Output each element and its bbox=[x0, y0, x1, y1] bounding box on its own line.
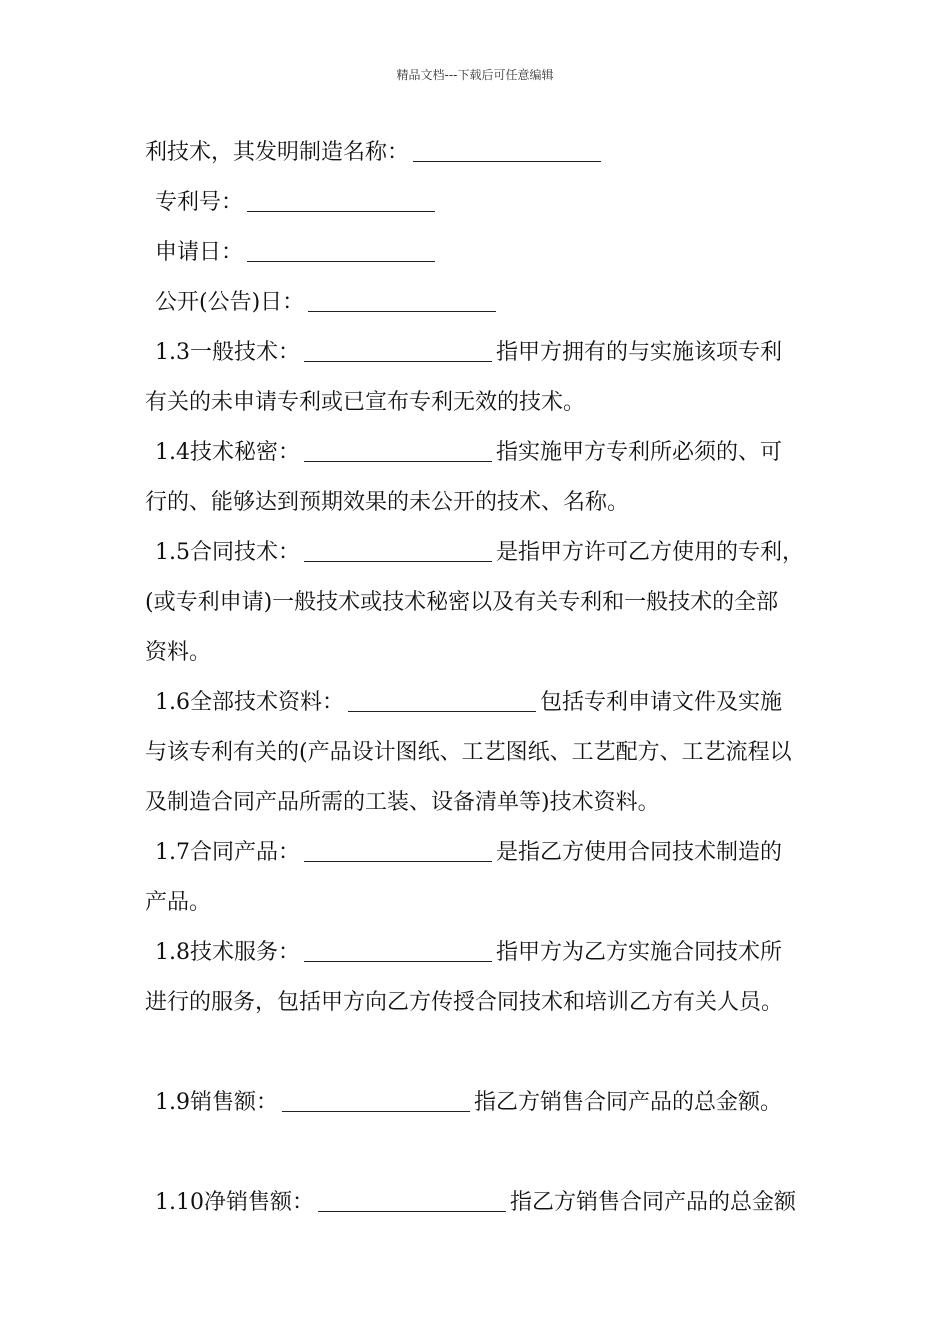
text: 1.8技术服务： bbox=[155, 940, 300, 965]
text: 资料。 bbox=[145, 640, 212, 665]
clause-1-4-line bbox=[145, 433, 825, 483]
text: 指甲方拥有的与实施该项专利 bbox=[496, 340, 783, 365]
text: 1.10净销售额： bbox=[155, 1190, 314, 1215]
clause-1-7-line bbox=[145, 833, 825, 883]
text: 指实施甲方专利所必须的、可 bbox=[496, 440, 783, 465]
text: (或专利申请)一般技术或技术秘密以及有关专利和一般技术的全部 bbox=[145, 590, 779, 615]
text: 包括专利申请文件及实施 bbox=[540, 690, 783, 715]
text: 及制造合同产品所需的工装、设备清单等)技术资料。 bbox=[145, 790, 660, 815]
line-patent-number bbox=[145, 183, 825, 233]
text: 1.6全部技术资料： bbox=[155, 690, 344, 715]
text: 利技术，其发明制造名称： bbox=[145, 140, 410, 165]
text: 是指甲方许可乙方使用的专利， bbox=[496, 540, 805, 565]
text: 1.7合同产品： bbox=[155, 840, 300, 865]
text: 指乙方销售合同产品的总金额 bbox=[510, 1190, 797, 1215]
paragraph-gap bbox=[145, 1033, 825, 1083]
fill-blank[interactable] bbox=[247, 189, 435, 212]
clause-1-3-continuation bbox=[145, 383, 825, 433]
text: 公开(公告)日： bbox=[155, 290, 305, 315]
fill-blank[interactable] bbox=[304, 539, 492, 562]
page-header: 精品文档---下载后可任意编辑 bbox=[396, 68, 554, 82]
fill-blank[interactable] bbox=[318, 1189, 506, 1212]
line-invention-name bbox=[145, 133, 825, 183]
fill-blank[interactable] bbox=[304, 439, 492, 462]
document-body bbox=[145, 133, 825, 1233]
clause-1-5-line bbox=[145, 533, 825, 583]
clause-1-6-line bbox=[145, 683, 825, 733]
text: 进行的服务，包括甲方向乙方传授合同技术和培训乙方有关人员。 bbox=[145, 990, 784, 1015]
text: 行的、能够达到预期效果的未公开的技术、名称。 bbox=[145, 490, 630, 515]
text: 产品。 bbox=[145, 890, 212, 915]
line-publication-date bbox=[145, 283, 825, 333]
clause-1-8-line bbox=[145, 933, 825, 983]
fill-blank[interactable] bbox=[304, 339, 492, 362]
text: 1.9销售额： bbox=[155, 1090, 278, 1115]
clause-1-6-continuation bbox=[145, 733, 825, 783]
clause-1-10-line bbox=[145, 1183, 825, 1233]
text: 指甲方为乙方实施合同技术所 bbox=[496, 940, 783, 965]
text: 1.5合同技术： bbox=[155, 540, 300, 565]
paragraph-gap bbox=[145, 1133, 825, 1183]
clause-1-8-continuation bbox=[145, 983, 825, 1033]
text: 有关的未申请专利或已宣布专利无效的技术。 bbox=[145, 390, 586, 415]
clause-1-6-continuation bbox=[145, 783, 825, 833]
line-application-date bbox=[145, 233, 825, 283]
clause-1-3-line bbox=[145, 333, 825, 383]
fill-blank[interactable] bbox=[304, 839, 492, 862]
text: 1.4技术秘密： bbox=[155, 440, 300, 465]
text: 与该专利有关的(产品设计图纸、工艺图纸、工艺配方、工艺流程以 bbox=[145, 740, 792, 765]
clause-1-7-continuation bbox=[145, 883, 825, 933]
fill-blank[interactable] bbox=[247, 239, 435, 262]
text: 指乙方销售合同产品的总金额。 bbox=[474, 1090, 783, 1115]
text: 1.3一般技术： bbox=[155, 340, 300, 365]
clause-1-5-continuation bbox=[145, 633, 825, 683]
clause-1-5-continuation bbox=[145, 583, 825, 633]
fill-blank[interactable] bbox=[348, 689, 536, 712]
fill-blank[interactable] bbox=[304, 939, 492, 962]
fill-blank[interactable] bbox=[282, 1089, 470, 1112]
fill-blank[interactable] bbox=[413, 139, 601, 162]
clause-1-9-line bbox=[145, 1083, 825, 1133]
fill-blank[interactable] bbox=[308, 289, 496, 312]
text: 是指乙方使用合同技术制造的 bbox=[496, 840, 783, 865]
clause-1-4-continuation bbox=[145, 483, 825, 533]
text: 专利号： bbox=[155, 190, 244, 215]
text: 申请日： bbox=[155, 240, 244, 265]
